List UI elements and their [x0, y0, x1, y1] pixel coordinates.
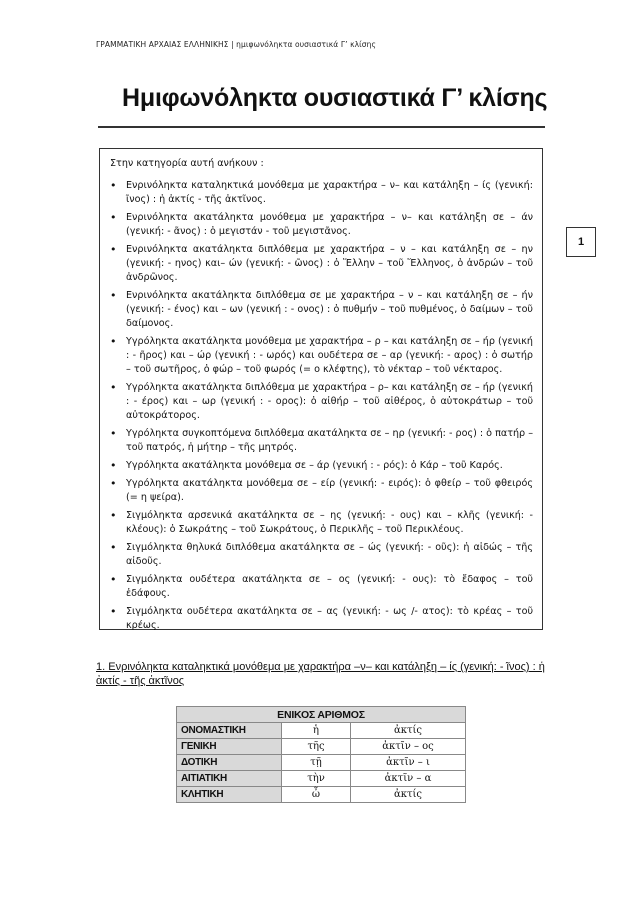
article-cell: ὦ: [282, 787, 351, 803]
page-header: ΓΡΑΜΜΑΤΙΚΗ ΑΡΧΑΙΑΣ ΕΛΛΗΝΙΚΗΣ | ημιφωνόληκτα ουσιαστικά Γ’ κλίσης: [96, 40, 376, 49]
box-intro: Στην κατηγορία αυτή ανήκουν :: [110, 158, 264, 169]
list-item: • Υγρόληκτα ακατάληκτα μονόθεμα σε – άρ (γενική : - ρός): ὁ Κάρ – τοῦ Καρός.: [110, 459, 533, 473]
article-cell: τῆς: [282, 739, 351, 755]
page-number-box: [566, 227, 596, 257]
list-item: • Ενρινόληκτα ακατάληκτα διπλόθεμα με χαρακτήρα – ν – και κατάληξη σε – ην (γενική: - ηνος) και– ών (γενική: - ῶνος) : ὁ Ἕλλην – τοῦ Ἕλληνος, ὁ ἀνδρών – τοῦ ἀνδρῶνος.: [110, 243, 533, 285]
table-header-row: [177, 707, 466, 723]
list-item: • Ενρινόληκτα καταληκτικά μονόθεμα με χαρακτήρα – ν– και κατάληξη – ίς (γενική: ῖνος) : ἡ ἀκτίς - τῆς ἀκτῖνος.: [110, 179, 533, 207]
list-item: • Υγρόληκτα συγκοπτόμενα διπλόθεμα ακατάληκτα σε – ηρ (γενική: - ρος) : ὁ πατήρ – τοῦ πατρός, ἡ μήτηρ – τῆς μητρός.: [110, 427, 533, 455]
noun-cell: ἀκτίς: [351, 787, 466, 803]
case-label: ΓΕΝΙΚΗ: [177, 739, 282, 755]
list-item: • Σιγμόληκτα ουδέτερα ακατάληκτα σε – ος (γενική: - ους): τὸ ἔδαφος – τοῦ ἐδάφους.: [110, 573, 533, 601]
list-item: • Σιγμόληκτα θηλυκά διπλόθεμα ακατάληκτα σε – ώς (γενική: - οῦς): ἡ αἰδώς – τῆς αἰδοῦς.: [110, 541, 533, 569]
article-cell: τῇ: [282, 755, 351, 771]
case-label: ΑΙΤΙΑΤΙΚΗ: [177, 771, 282, 787]
table-row: [177, 755, 466, 771]
page-number: 1: [577, 236, 585, 248]
list-item: • Ενρινόληκτα ακατάληκτα μονόθεμα με χαρακτήρα – ν– και κατάληξη σε – άν (γενική: - ᾶνος) : ὁ μεγιστάν - τοῦ μεγιστᾶνος.: [110, 211, 533, 239]
page-title: Ημιφωνόληκτα ουσιαστικά Γ’ κλίσης: [122, 84, 548, 112]
list-item: • Υγρόληκτα ακατάληκτα μονόθεμα σε – είρ (γενική: - ειρός): ὁ φθείρ – τοῦ φθειρός (= η ψείρα).: [110, 477, 533, 505]
list-item: • Υγρόληκτα ακατάληκτα διπλόθεμα με χαρακτήρα – ρ– και κατάληξη σε – ήρ (γενική : - έρος) και – ωρ (γενική : - ορος): ὁ αἰθήρ – τοῦ αἰθέρος, ὁ αὐτοκράτωρ – τοῦ αὐτοκράτορος.: [110, 381, 533, 423]
list-item: • Σιγμόληκτα αρσενικά ακατάληκτα σε – ης (γενική: - ους) και – κλῆς (γενική: - κλέους): ὁ Σωκράτης – τοῦ Σωκράτους, ὁ Περικλῆς – τοῦ Περικλέους.: [110, 509, 533, 537]
case-label: ΚΛΗΤΙΚΗ: [177, 787, 282, 803]
case-label: ΔΟΤΙΚΗ: [177, 755, 282, 771]
table-row: [177, 739, 466, 755]
title-divider: [98, 126, 545, 128]
category-box: [99, 148, 543, 630]
noun-cell: ἀκτῖν – ι: [351, 755, 466, 771]
table-header: ΕΝΙΚΟΣ ΑΡΙΘΜΟΣ: [177, 707, 466, 723]
article-cell: ἡ: [282, 723, 351, 739]
section-title: 1. Ενρινόληκτα καταληκτικά μονόθεμα με χαρακτήρα –ν– και κατάληξη – ίς (γενική: - ῖνος) : ἡ ἀκτίς - τῆς ἀκτῖνος: [96, 661, 545, 687]
list-item: • Ενρινόληκτα ακατάληκτα διπλόθεμα σε με χαρακτήρα – ν – και κατάληξη σε – ήν (γενική: - ένος) και – ων (γενική : - ονος) : ὁ πυθμήν – τοῦ πυθμένος, ὁ δαίμων – τοῦ δαίμονος.: [110, 289, 533, 331]
declension-table: [176, 706, 466, 803]
case-label: ΟΝΟΜΑΣΤΙΚΗ: [177, 723, 282, 739]
noun-cell: ἀκτίς: [351, 723, 466, 739]
table-row: [177, 787, 466, 803]
table-row: [177, 771, 466, 787]
list-item: • Σιγμόληκτα ουδέτερα ακατάληκτα σε – ας (γενική: - ως /- ατος): τὸ κρέας – τοῦ κρέως.: [110, 605, 533, 633]
list-item: • Υγρόληκτα ακατάληκτα μονόθεμα με χαρακτήρα – ρ – και κατάληξη σε – ήρ (γενική : - ῆρος) και – ώρ (γενική : - ωρός) και ουδέτερα σε – αρ (γενική: - αρος) : ὁ σωτήρ – τοῦ σωτῆρος, ὁ φώρ – τοῦ φωρός (= ο κλέφτης), τὸ νέκταρ – τοῦ νέκταρος.: [110, 335, 533, 377]
table-row: [177, 723, 466, 739]
noun-cell: ἀκτῖν – α: [351, 771, 466, 787]
article-cell: τὴν: [282, 771, 351, 787]
category-list: [110, 179, 533, 633]
noun-cell: ἀκτῖν – ος: [351, 739, 466, 755]
